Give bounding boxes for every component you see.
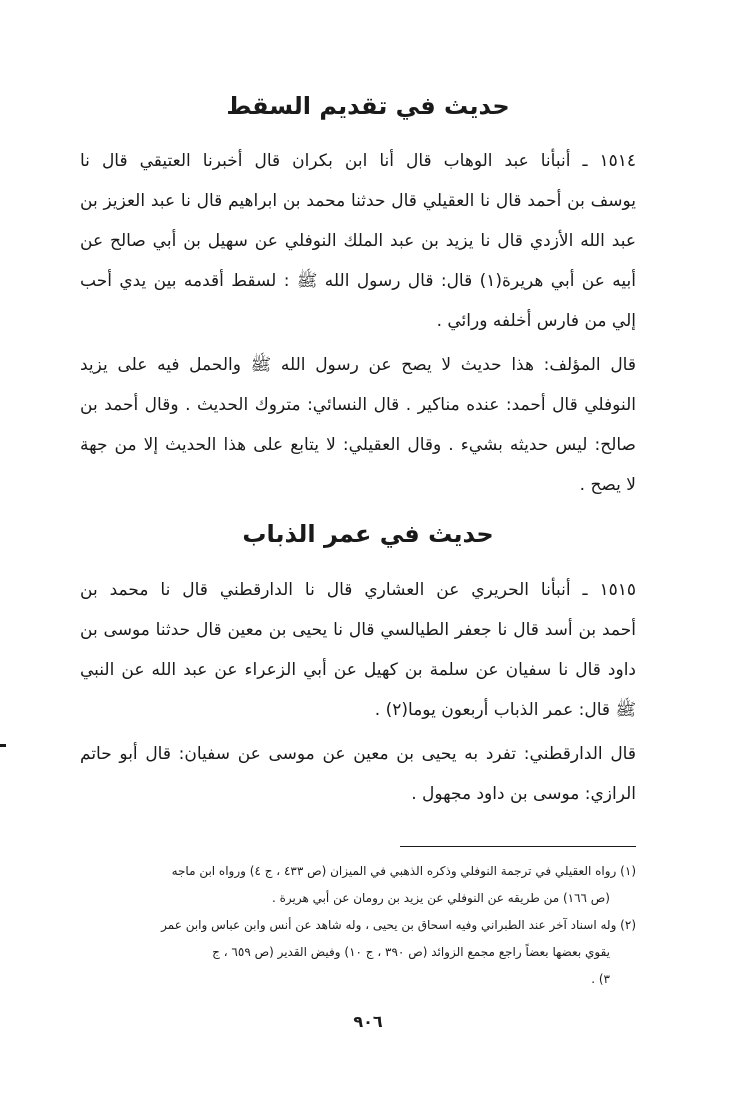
text-line: أبيه عن أبي هريرة(١) قال: قال رسول الله ﷺ : لسقط أقدمه بين يدي أحب <box>80 271 636 291</box>
margin-mark <box>0 744 6 747</box>
text-line: صالح: ليس حديثه بشيء . وقال العقيلي: لا يتابع على هذا الحديث إلا من جهة <box>80 435 636 455</box>
footnote-2-line: ٣) . <box>591 972 610 986</box>
hadith-1515-paragraph <box>80 570 636 730</box>
text-line: ﷺ قال: عمر الذباب أربعون يوما(٢) . <box>374 700 636 720</box>
text-line: إلي من فارس أخلفه ورائي . <box>436 311 636 331</box>
hadith-1514-paragraph <box>80 141 636 341</box>
footnote-1-line: (ص ١٦٦) من طريقه عن النوفلي عن يزيد بن رومان عن أبي هريرة . <box>271 891 610 905</box>
text-line: يوسف بن أحمد قال نا العقيلي قال حدثنا محمد بن ابراهيم قال نا عبد العزيز بن <box>80 191 636 211</box>
footnote-2-line: (٢) وله اسناد آخر عند الطبراني وفيه اسحاق بن يحيى ، وله شاهد عن أنس وابن عباس وابن عمر <box>161 918 636 932</box>
text-line: لا يصح . <box>579 475 636 495</box>
footnote-1-line: (١) رواه العقيلي في ترجمة النوفلي وذكره الذهبي في الميزان (ص ٤٣٣ ، ج ٤) ورواه ابن ماجه <box>171 864 636 878</box>
text-line: أحمد بن أسد قال نا جعفر الطيالسي قال نا يحيى بن معين قال حدثنا موسى بن <box>80 620 636 640</box>
footnote-separator <box>400 846 636 847</box>
text-line: عبد الله الأزدي قال نا يزيد بن عبد الملك النوفلي عن سهيل بن أبي صالح عن <box>80 231 636 251</box>
text-line: ١٥١٤ ـ أنبأنا عبد الوهاب قال أنا ابن بكران قال أخبرنا العتيقي قال نا <box>80 151 636 171</box>
section-heading-premature-child: حديث في تقديم السقط <box>226 92 510 120</box>
text-line: النوفلي قال أحمد: عنده مناكير . قال النسائي: متروك الحديث . وقال أحمد بن <box>80 395 636 415</box>
text-line: قال المؤلف: هذا حديث لا يصح عن رسول الله ﷺ والحمل فيه على يزيد <box>80 355 636 375</box>
footnotes <box>80 858 636 993</box>
text-line: قال الدارقطني: تفرد به يحيى بن معين عن موسى عن سفيان: قال أبو حاتم <box>80 744 636 764</box>
daraqutni-commentary-paragraph <box>80 734 636 814</box>
text-line: ١٥١٥ ـ أنبأنا الحريري عن العشاري قال نا الدارقطني قال نا محمد بن <box>80 580 636 600</box>
author-commentary-paragraph <box>80 345 636 505</box>
footnote-2-line: يقوي بعضها بعضاً راجع مجمع الزوائد (ص ٣٩٠ ، ج ١٠) وفيض القدير (ص ٦٥٩ ، ج <box>212 945 610 959</box>
text-line: داود قال نا سفيان عن سلمة بن كهيل عن أبي الزعراء عن عبد الله عن النبي <box>80 660 636 680</box>
section-heading-fly-lifespan: حديث في عمر الذباب <box>242 520 494 548</box>
page-number: ٩٠٦ <box>353 1012 383 1031</box>
text-line: الرازي: موسى بن داود مجهول . <box>411 784 636 804</box>
